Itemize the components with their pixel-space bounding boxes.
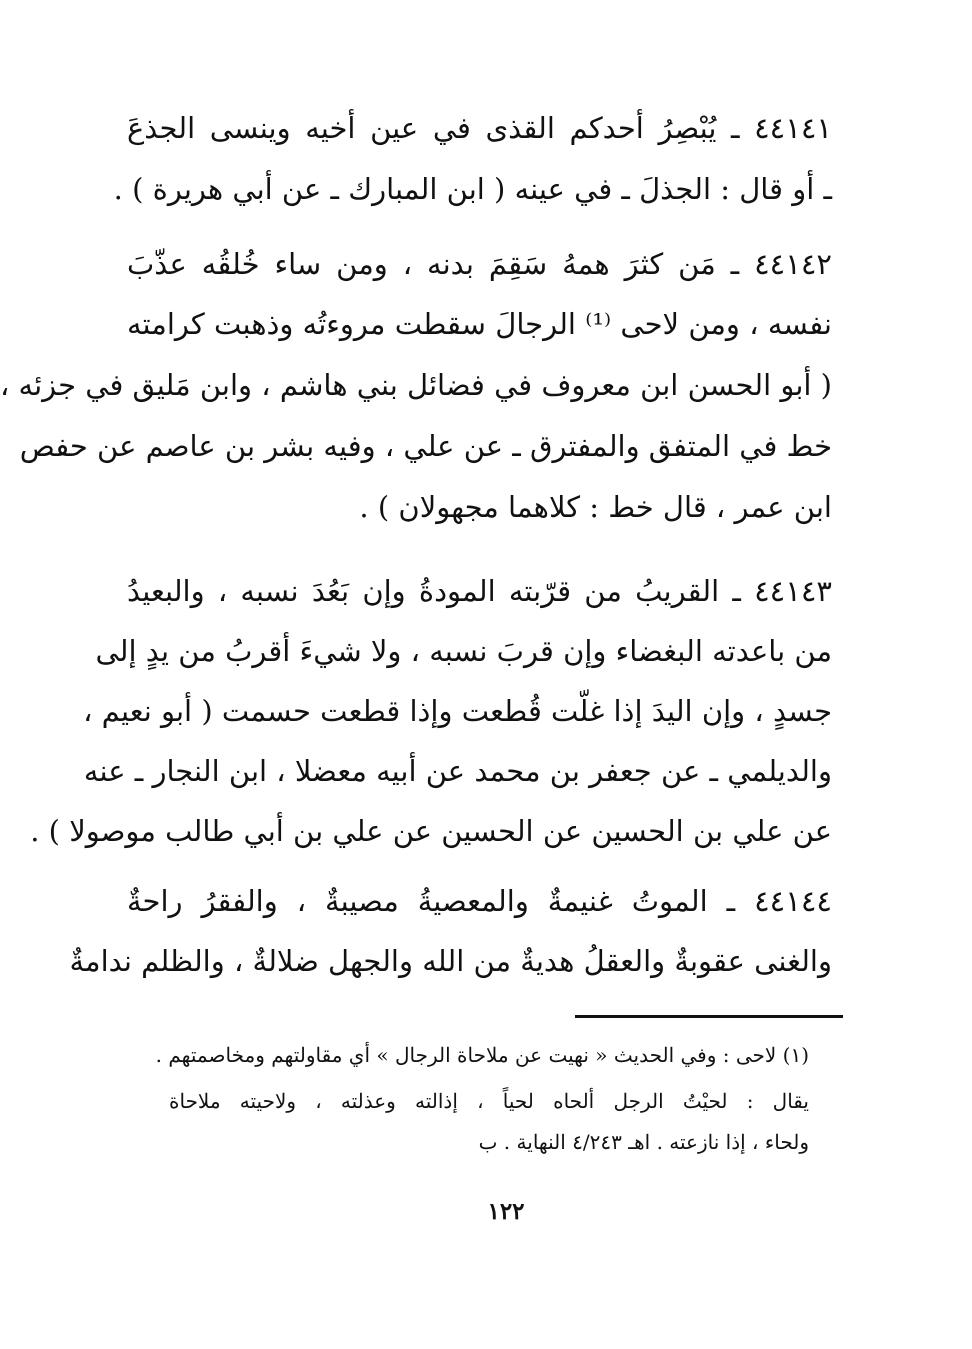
entry-44143-line-5: عن علي بن الحسين عن الحسين عن علي بن أبي طالب موصولا ) . — [30, 814, 832, 848]
entry-44144-line-1: ٤٤١٤٤ ـ الموتُ غنيمةٌ والمعصيةُ مصيبةٌ ، والفقرُ راحةٌ — [127, 884, 832, 918]
entry-44142-line-4: خط في المتفق والمفترق ـ عن علي ، وفيه بشر بن عاصم عن حفص — [19, 429, 832, 463]
entry-44141-line-2: ـ أو قال : الجذلَ ـ في عينه ( ابن المبارك ـ عن أبي هريرة ) . — [113, 172, 832, 206]
entry-44142-line-1: ٤٤١٤٢ ـ مَن كثرَ همهُ سَقِمَ بدنه ، ومن ساء خُلقُه عذّبَ — [127, 247, 832, 281]
entry-44141-line-1: ٤٤١٤١ ـ يُبْصِرُ أحدكم القذى في عين أخيه وينسى الجذعَ — [127, 111, 832, 145]
footnote-divider — [575, 1015, 843, 1018]
entry-44142-line-2: نفسه ، ومن لاحى ⁽¹⁾ الرجالَ سقطت مروءتُه وذهبت كرامته — [127, 307, 832, 341]
entry-44144-line-2: والغنى عقوبةٌ والعقلُ هديةٌ من الله والجهل ضلالةٌ ، والظلم ندامةٌ — [69, 944, 832, 978]
footnote-line-1: (١) لاحى : وفي الحديث « نهيت عن ملاحاة الرجال » أي مقاولتهم ومخاصمتهم . — [155, 1043, 809, 1067]
footnote-line-2: يقال : لحيْتُ الرجل ألحاه لحياً ، إذالته وعذلته ، ولاحيته ملاحاة — [169, 1089, 809, 1113]
entry-44143-line-3: جسدٍ ، وإن اليدَ إذا غلّت قُطعت وإذا قطعت حسمت ( أبو نعيم ، — [83, 694, 832, 728]
footnote-line-3: ولحاء ، إذا نازعته . اهـ ٤/٢٤٣ النهاية . ب — [478, 1130, 809, 1154]
entry-44143-line-4: والديلمي ـ عن جعفر بن محمد عن أبيه معضلا ، ابن النجار ـ عنه — [83, 754, 832, 788]
entry-44143-line-1: ٤٤١٤٣ ـ القريبُ من قرّبته المودةُ وإن بَعُدَ نسبه ، والبعيدُ — [127, 574, 832, 608]
entry-44142-line-3: ( أبو الحسن ابن معروف في فضائل بني هاشم ، وابن مَليق في جزئه ، — [0, 368, 832, 402]
page-number: ١٢٢ — [487, 1198, 525, 1225]
entry-44143-line-2: من باعدته البغضاء وإن قربَ نسبه ، ولا شيءَ أقربُ من يدٍ إلى — [95, 634, 832, 668]
entry-44142-line-5: ابن عمر ، قال خط : كلاهما مجهولان ) . — [359, 490, 832, 524]
